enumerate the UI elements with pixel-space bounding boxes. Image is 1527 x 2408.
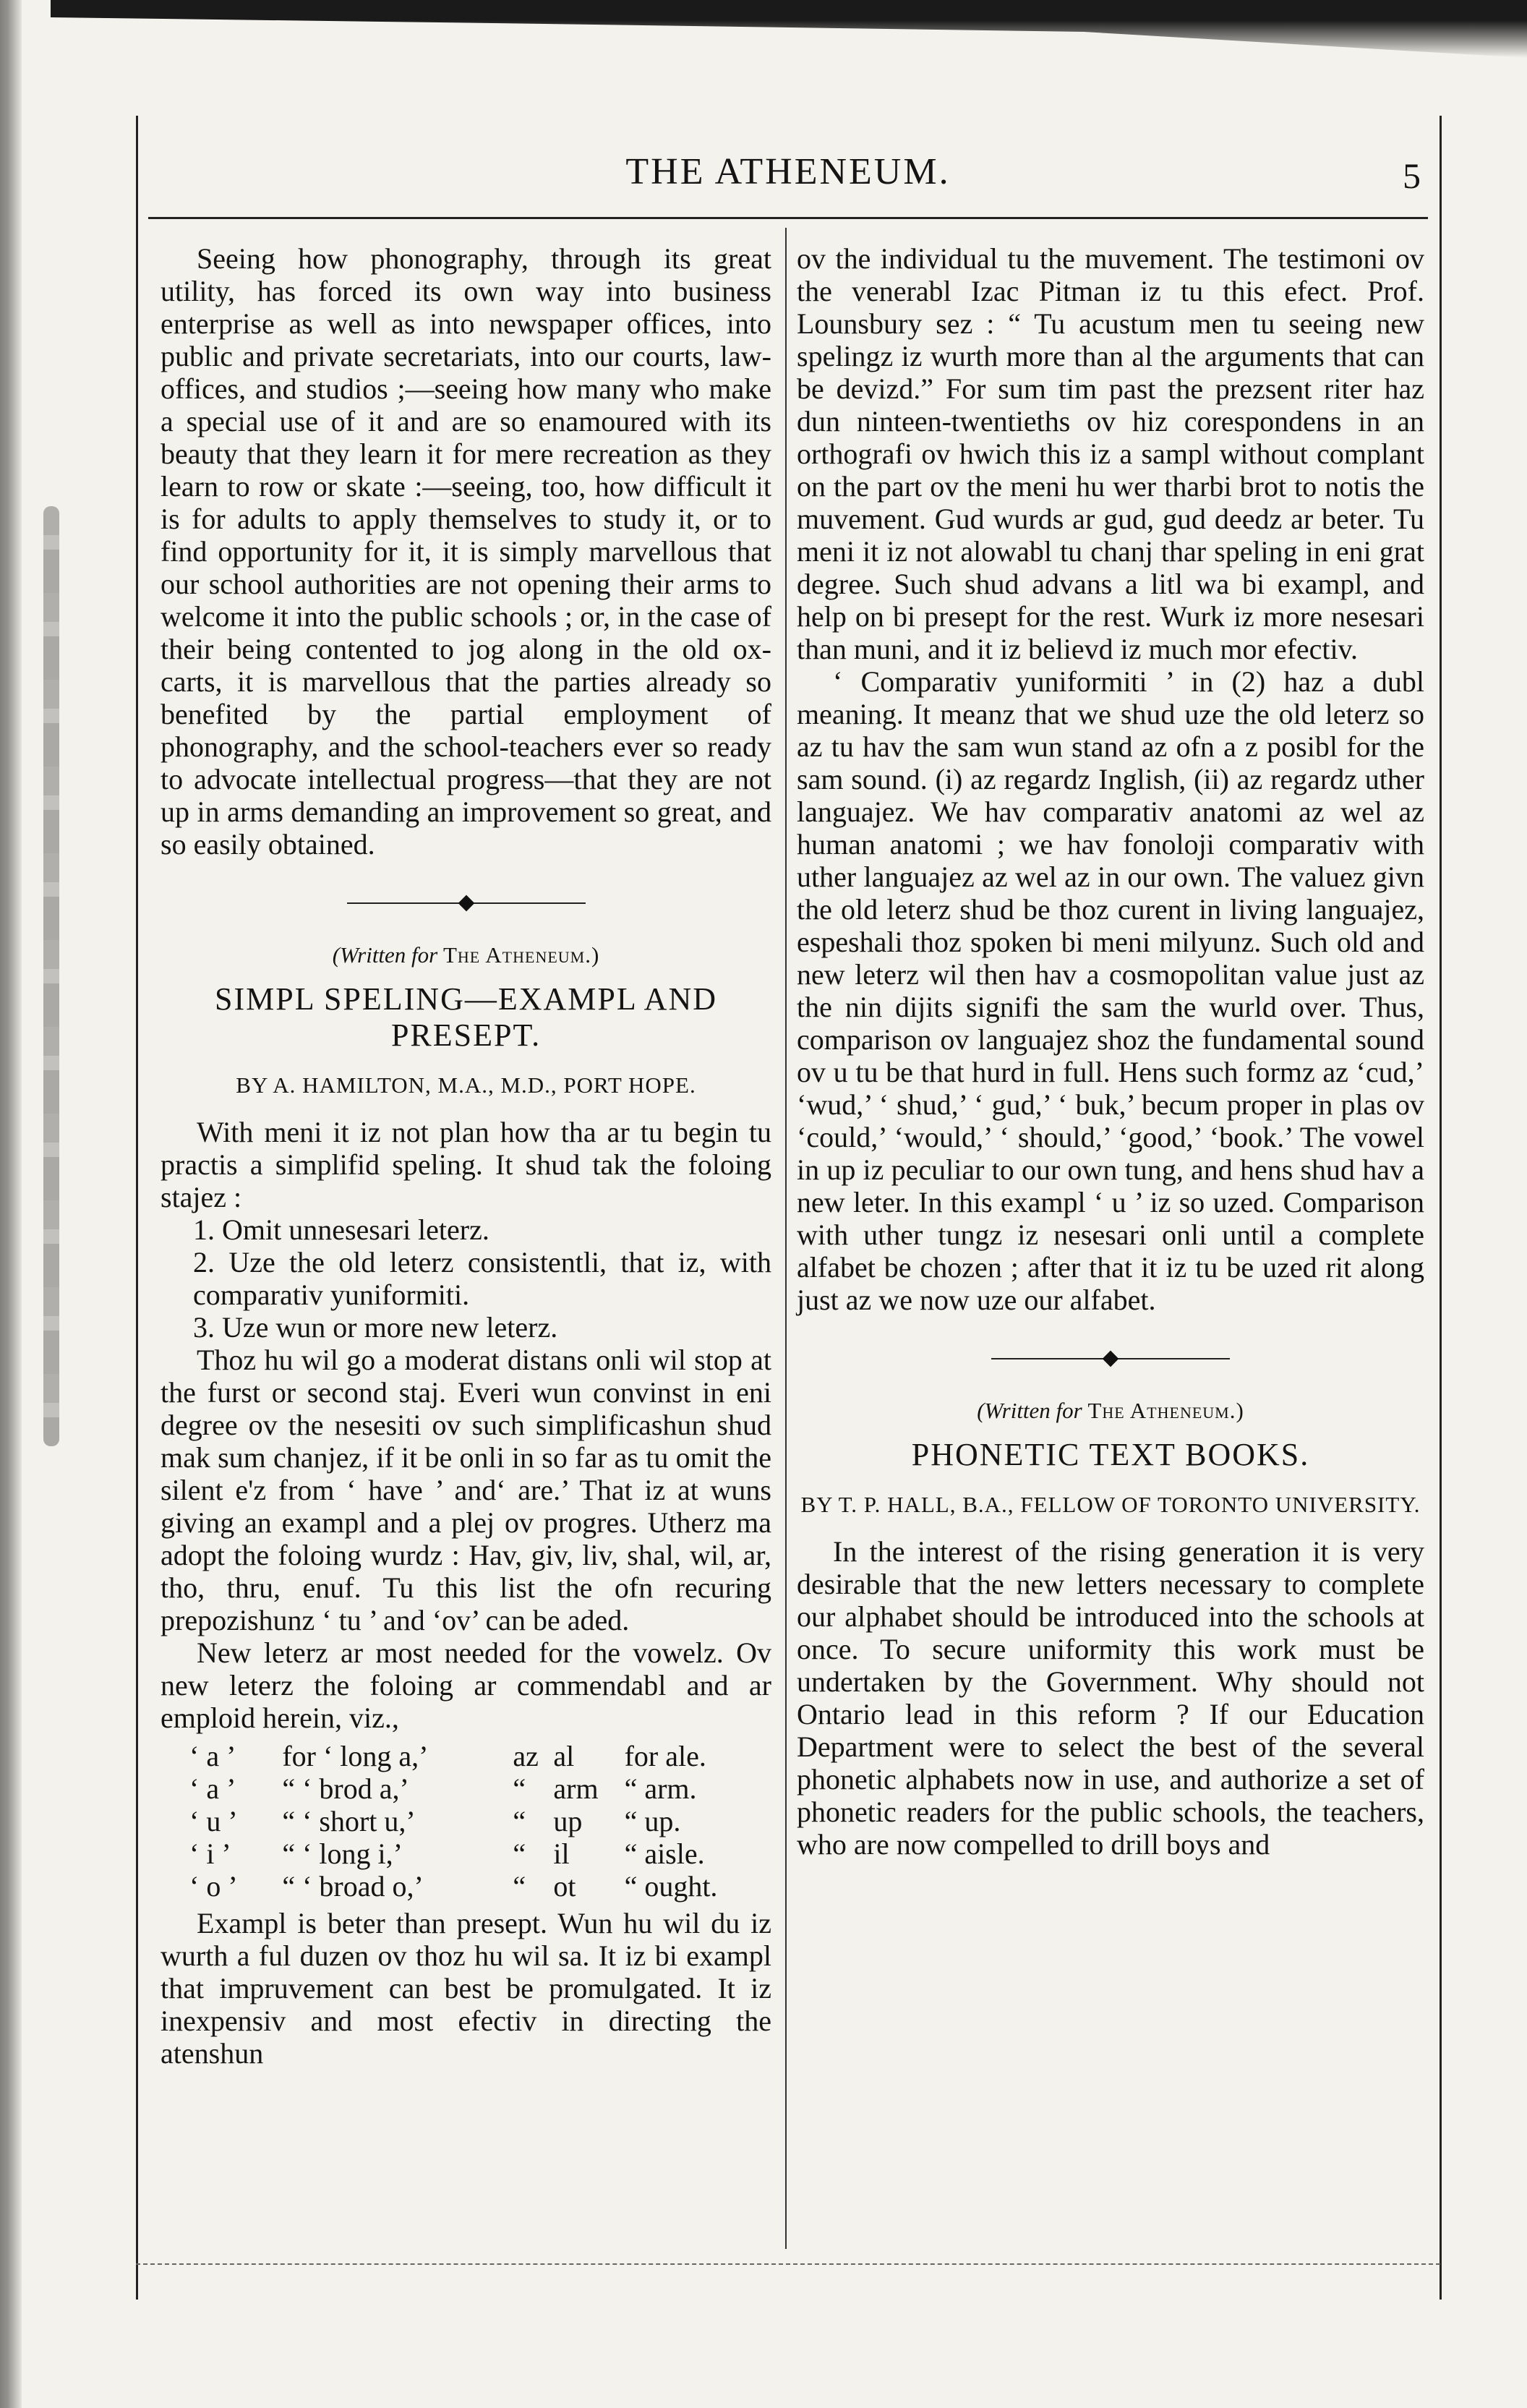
table-cell: al <box>553 1740 575 1772</box>
credit-prefix: (Written for <box>332 942 438 968</box>
table-cell: for ale. <box>624 1740 706 1772</box>
scan-top-edge <box>51 0 1527 58</box>
page-bottom-rule <box>136 2263 1440 2265</box>
table-cell: ‘ u ’ <box>189 1805 238 1837</box>
scan-edge-shadow <box>0 0 22 2408</box>
article-byline: BY A. HAMILTON, M.A., M.D., PORT HOPE. <box>236 1072 696 1098</box>
table-row <box>161 1837 771 1870</box>
page-number: 5 <box>1403 155 1421 196</box>
table-cell: “ aisle. <box>624 1837 705 1870</box>
credit-publication: The Atheneum.) <box>442 942 600 968</box>
scan-binding-shadow <box>43 506 59 1446</box>
credit-prefix: (Written for <box>977 1398 1082 1423</box>
article-title: PHONETIC TEXT BOOKS. <box>911 1437 1310 1472</box>
article-byline: BY T. P. HALL, B.A., FELLOW OF TORONTO UNIVERSITY. <box>800 1492 1421 1517</box>
table-cell: “ ‘ broad o,’ <box>282 1870 424 1903</box>
table-cell: “ arm. <box>624 1772 697 1805</box>
table-cell: “ ‘ brod a,’ <box>282 1772 409 1805</box>
article-credit <box>161 939 771 971</box>
list-item: 3. Uze wun or more new leterz. <box>193 1311 558 1344</box>
table-cell: “ <box>513 1805 526 1837</box>
table-cell: for ‘ long a,’ <box>282 1740 429 1772</box>
new-letters-table <box>161 1740 771 1903</box>
article-paragraph: New leterz ar most needed for the vowelz. Ov new leterz the foloing ar commendabl and ar emploid herein, viz., <box>161 1636 771 1734</box>
intro-paragraph: Seeing how phonography, through its great utility, has forced its own way into business enterprise as well as into newspaper offices, into public and private secretariats, into our courts, law-offices, and studios ;—seeing how many who make a special use of it and are so enamoured with its beauty that they learn it for mere recreation as they learn to row or skate :—seeing, too, how difficult it is for adults to apply themselves to study it, or to find opportunity for it, it is simply marvellous that our school authorities are not opening their arms to welcome it into the public schools ; or, in the case of their being contented to jog along in the old ox-carts, it is marvellous that the parties already so benefited by the partial employment of phonography, and the school-teachers ever so ready to advocate intellectual progress—that they are not up in arms demanding an improvement so great, and so easily obtained. <box>161 242 771 861</box>
table-cell: “ up. <box>624 1805 681 1837</box>
table-cell: ot <box>553 1870 576 1903</box>
article-credit <box>797 1394 1424 1427</box>
table-row <box>161 1805 771 1837</box>
table-cell: ‘ a ’ <box>189 1740 236 1772</box>
article-paragraph: Exampl is beter than presept. Wun hu wil du iz wurth a ful duzen ov thoz hu wil sa. It iz bi exampl that impruvement can best be promulgated. It iz inexpensiv and most efectiv in directing the atenshun <box>161 1907 771 2070</box>
table-cell: “ ‘ short u,’ <box>282 1805 416 1837</box>
table-cell: il <box>553 1837 570 1870</box>
article-paragraph: With meni it iz not plan how tha ar tu begin tu practis a simplifid speling. It shud tak the foloing stajez : <box>161 1116 771 1213</box>
table-row <box>161 1772 771 1805</box>
table-cell: up <box>553 1805 583 1837</box>
list-item: 1. Omit unnesesari leterz. <box>193 1213 489 1246</box>
article-paragraph: ‘ Comparativ yuniformiti ’ in (2) haz a dubl meaning. It meanz that we shud uze the old leterz so az tu hav the sam wun stand az ofn a z posibl for the sam sound. (i) az regardz Inglish, (ii) az regardz uther languajez. We hav comparativ anatomi az wel az human anatomi ; we hav fonoloji comparativ with uther languajez az wel az in our own. The valuez givn the old leterz shud be thoz curent in living languajez, espeshali thoz spoken bi meni milyunz. Such old and new leterz wil then hav a cosmopolitan value just az the nin dijits signifi the sam the wurld over. Thus, comparison ov languajez shoz the fundamental sound ov u tu be that hurd in full. Hens such formz az ‘cud,’ ‘wud,’ ‘ shud,’ ‘ gud,’ ‘ buk,’ becum proper in plas ov ‘could,’ ‘would,’ ‘ should,’ ‘good,’ ‘book.’ The vowel in up iz peculiar to our own tung, and hens shud hav a new leter. In this exampl ‘ u ’ iz so uzed. Comparison with uther tungz iz nesesari onli until a complete alfabet be chozen ; after that it iz tu be uzed rit along just az we now uze our alfabet. <box>797 665 1424 1316</box>
table-cell: “ <box>513 1870 526 1903</box>
list-item: 2. Uze the old leterz consistentli, that iz, with comparativ yuniformiti. <box>193 1246 771 1311</box>
table-cell: az <box>513 1740 539 1772</box>
article-paragraph: ov the individual tu the muvement. The testimoni ov the venerabl Izac Pitman iz tu this efect. Prof. Lounsbury sez : “ Tu acustum men tu seeing new spelingz iz wurth more than al the arguments that can be devizd.” For sum tim past the prezsent riter haz dun ninteen-twentieths ov hiz corespondens in an orthografi ov hwich this iz a sampl without complant on the part ov the meni hu wer tharbi brot to notis the muvement. Gud wurds ar gud, gud deedz ar beter. Tu meni it iz not alowabl tu chanj thar speling in eni grat degree. Such shud advans a litl wa bi exampl, and help on bi presept for the rest. Wurk iz more nesesari than muni, and it iz believd iz much mor efectiv. <box>797 242 1424 665</box>
table-cell: “ ‘ long i,’ <box>282 1837 403 1870</box>
table-row <box>161 1740 771 1772</box>
table-cell: “ ought. <box>624 1870 718 1903</box>
table-cell: “ <box>513 1772 526 1805</box>
table-cell: arm <box>553 1772 599 1805</box>
publication-title: THE ATHENEUM. <box>625 151 951 192</box>
table-cell: ‘ i ’ <box>189 1837 231 1870</box>
section-rule <box>991 1358 1230 1359</box>
right-column <box>797 242 1424 1861</box>
table-row <box>161 1870 771 1903</box>
table-cell: ‘ a ’ <box>189 1772 236 1805</box>
running-header <box>148 137 1428 219</box>
table-cell: “ <box>513 1837 526 1870</box>
credit-publication: The Atheneum.) <box>1087 1398 1244 1423</box>
left-column <box>161 242 771 2070</box>
article-paragraph: In the interest of the rising generation it is very desirable that the new letters necessary to complete our alphabet should be introduced into the schools at once. To secure uniformity this work must be undertaken by the Government. Why should not Ontario lead in this reform ? If our Education Department were to select the best of the several phonetic alphabets now in use, and authorize a set of phonetic readers for the public schools, the teachers, who are now compelled to drill boys and <box>797 1535 1424 1861</box>
section-rule <box>347 902 586 904</box>
article-title: SIMPL SPELING—EXAMPL AND PRESEPT. <box>214 981 718 1053</box>
column-divider <box>785 228 787 2249</box>
article-paragraph: Thoz hu wil go a moderat distans onli wil stop at the furst or second staj. Everi wun convinst in eni degree ov the nesesiti ov such simplificashun shud mak sum chanjez, if it be onli in so far as tu omit the silent e'z from ‘ have ’ and‘ are.’ That iz at wuns giving an exampl and a plej ov progres. Utherz ma adopt the foloing wurdz : Hav, giv, liv, shal, wil, ar, tho, thru, enuf. Tu this list the ofn recuring prepozishunz ‘ tu ’ and ‘ov’ can be aded. <box>161 1344 771 1636</box>
table-cell: ‘ o ’ <box>189 1870 238 1903</box>
